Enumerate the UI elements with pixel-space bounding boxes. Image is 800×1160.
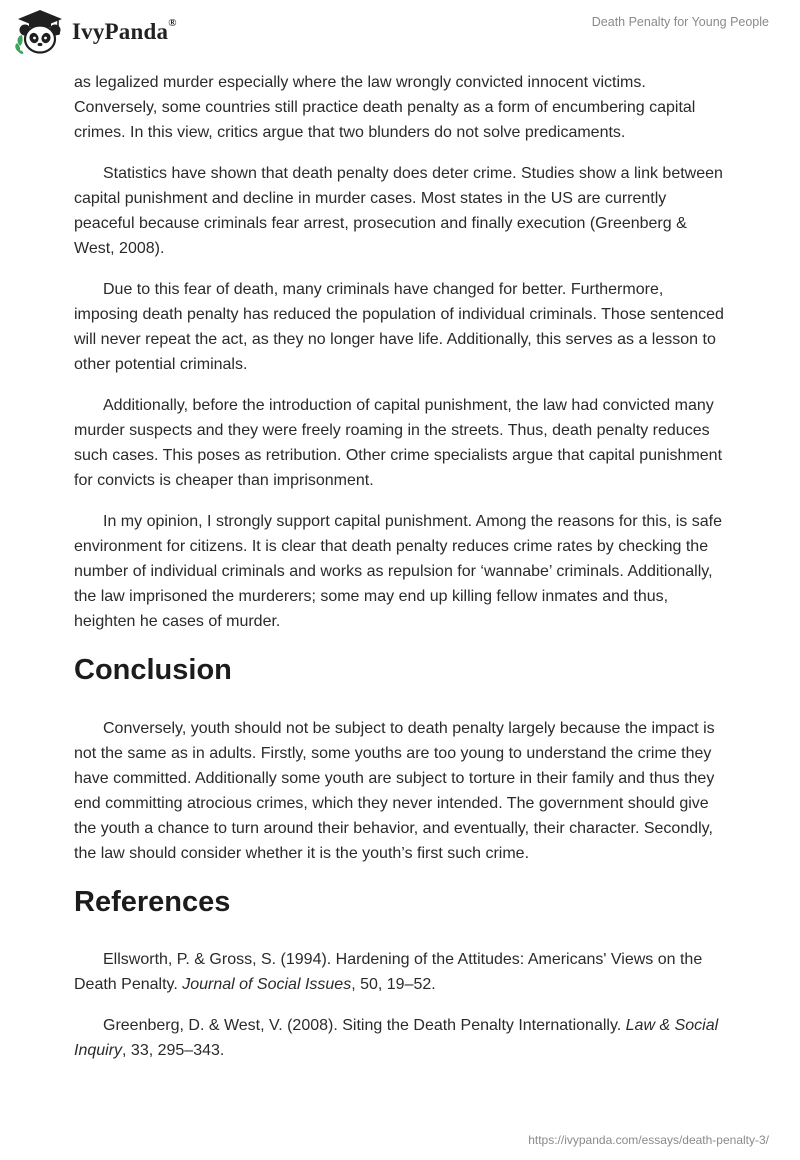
reference-details: , 50, 19–52.	[351, 976, 436, 993]
brand-logo[interactable]	[14, 8, 177, 56]
reference-entry	[74, 1013, 726, 1063]
panda-graduate-icon	[14, 8, 66, 56]
reference-text: Greenberg, D. & West, V. (2008). Siting the Death Penalty Internationally.	[103, 1017, 626, 1034]
source-url[interactable]: https://ivypanda.com/essays/death-penalty-3/	[528, 1133, 769, 1147]
reference-journal: Law & Social Inquiry	[74, 1017, 719, 1059]
body-paragraph: Additionally, before the introduction of capital punishment, the law had convicted many murder suspects and they were freely roaming in the streets. Thus, death penalty reduces such cases. This poses as retribution. Other crime specialists argue that capital punishment for convicts is cheaper than imprisonment.	[74, 397, 723, 489]
body-paragraph: Due to this fear of death, many criminals have changed for better. Furthermore, imposing death penalty has reduced the population of individual criminals. Those sentenced will never repeat the act, as they no longer have life. Additionally, this serves as a lesson to other potential criminals.	[74, 281, 724, 373]
conclusion-heading: Conclusion	[74, 654, 232, 686]
reference-details: , 33, 295–343.	[122, 1042, 225, 1059]
reference-entry	[74, 947, 726, 997]
reference-text: Ellsworth, P. & Gross, S. (1994). Hardening of the Attitudes: Americans' Views on the Death Penalty.	[74, 951, 703, 993]
reference-journal: Journal of Social Issues	[182, 976, 352, 993]
body-paragraph: Statistics have shown that death penalty does deter crime. Studies show a link between capital punishment and decline in murder cases. Most states in the US are currently peaceful because criminals fear arrest, prosecution and finally execution (Greenberg & West, 2008).	[74, 165, 723, 257]
body-paragraph: In my opinion, I strongly support capital punishment. Among the reasons for this, is safe environment for citizens. It is clear that death penalty reduces crime rates by checking the number of individual criminals and works as repulsion for ‘wannabe’ criminals. Additionally, the law imprisoned the murderers; some may end up killing fellow inmates and thus, heighten he cases of murder.	[74, 513, 722, 630]
page-header	[0, 0, 800, 64]
conclusion-paragraph: Conversely, youth should not be subject to death penalty largely because the impact is not the same as in adults. Firstly, some youths are too young to understand the crime they have committed. Additionally some youth are subject to torture in their family and thus they end committing atrocious crimes, which they never intended. The government should give the youth a chance to turn around their behavior, and eventually, their character. Secondly, the law should consider whether it is the youth’s first such crime.	[74, 720, 715, 862]
document-title: Death Penalty for Young People	[591, 15, 769, 29]
references-heading: References	[74, 886, 231, 918]
registered-mark: ®	[168, 17, 177, 29]
body-paragraph: as legalized murder especially where the law wrongly convicted innocent victims. Conversely, some countries still practice death penalty as a form of encumbering capital crimes. In this view, critics argue that two blunders do not solve predicaments.	[74, 74, 696, 141]
essay-content	[74, 70, 726, 1079]
brand-name: IvyPanda®	[72, 17, 177, 44]
